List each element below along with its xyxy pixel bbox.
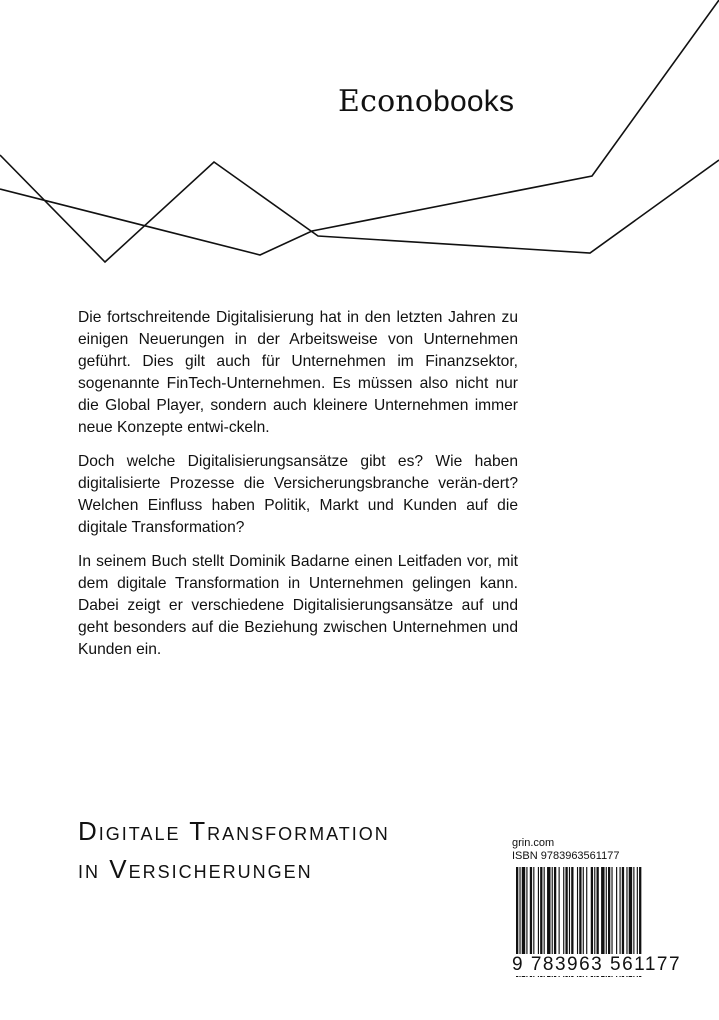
blurb-paragraph-3: In seinem Buch stellt Dominik Badarne einen Leitfaden vor, mit dem digitale Transformation in Unternehmen gelingen kann. Dabei zeigt er verschiedene Digitalisierungsansätze auf und geht besonders auf die Beziehung zwischen Unternehmen und Kunden ein.: [78, 553, 518, 658]
book-title-line-2: in Versicherungen: [78, 854, 313, 884]
zigzag-line-one: [0, 155, 719, 262]
publisher-logo-strong: Econo: [338, 84, 434, 119]
book-title-line-1: Digitale Transformation: [78, 816, 390, 846]
decorative-zigzag-lines: [0, 0, 719, 300]
publisher-website: grin.com: [512, 837, 555, 849]
book-title: [78, 812, 390, 888]
barcode-digits: 9 783963 561177: [512, 954, 682, 975]
blurb-paragraph-1: Die fortschreitende Digitalisierung hat in den letzten Jahren zu einigen Neuerungen in der Arbeitsweise von Unternehmen geführt. Dies gilt auch für Unternehmen im Finanzsektor, sogenannte FinTech-Unternehmen. Es müssen also nicht nur die Global Player, sondern auch kleinere Unternehmen immer neue Konzepte entwi-ckeln.: [78, 309, 518, 436]
publisher-logo-light: books: [433, 85, 515, 118]
blurb-paragraph-2: Doch welche Digitalisierungsansätze gibt es? Wie haben digitalisierte Prozesse die Versicherungsbranche verän-dert? Welchen Einfluss haben Politik, Markt und Kunden auf die digitale Transformation?: [78, 453, 518, 536]
zigzag-line-two: [0, 0, 719, 255]
isbn-barcode-block: [512, 837, 682, 977]
back-cover-blurb: [78, 307, 518, 673]
publisher-logo: [338, 84, 514, 119]
isbn-number: ISBN 9783963561177: [512, 850, 620, 862]
